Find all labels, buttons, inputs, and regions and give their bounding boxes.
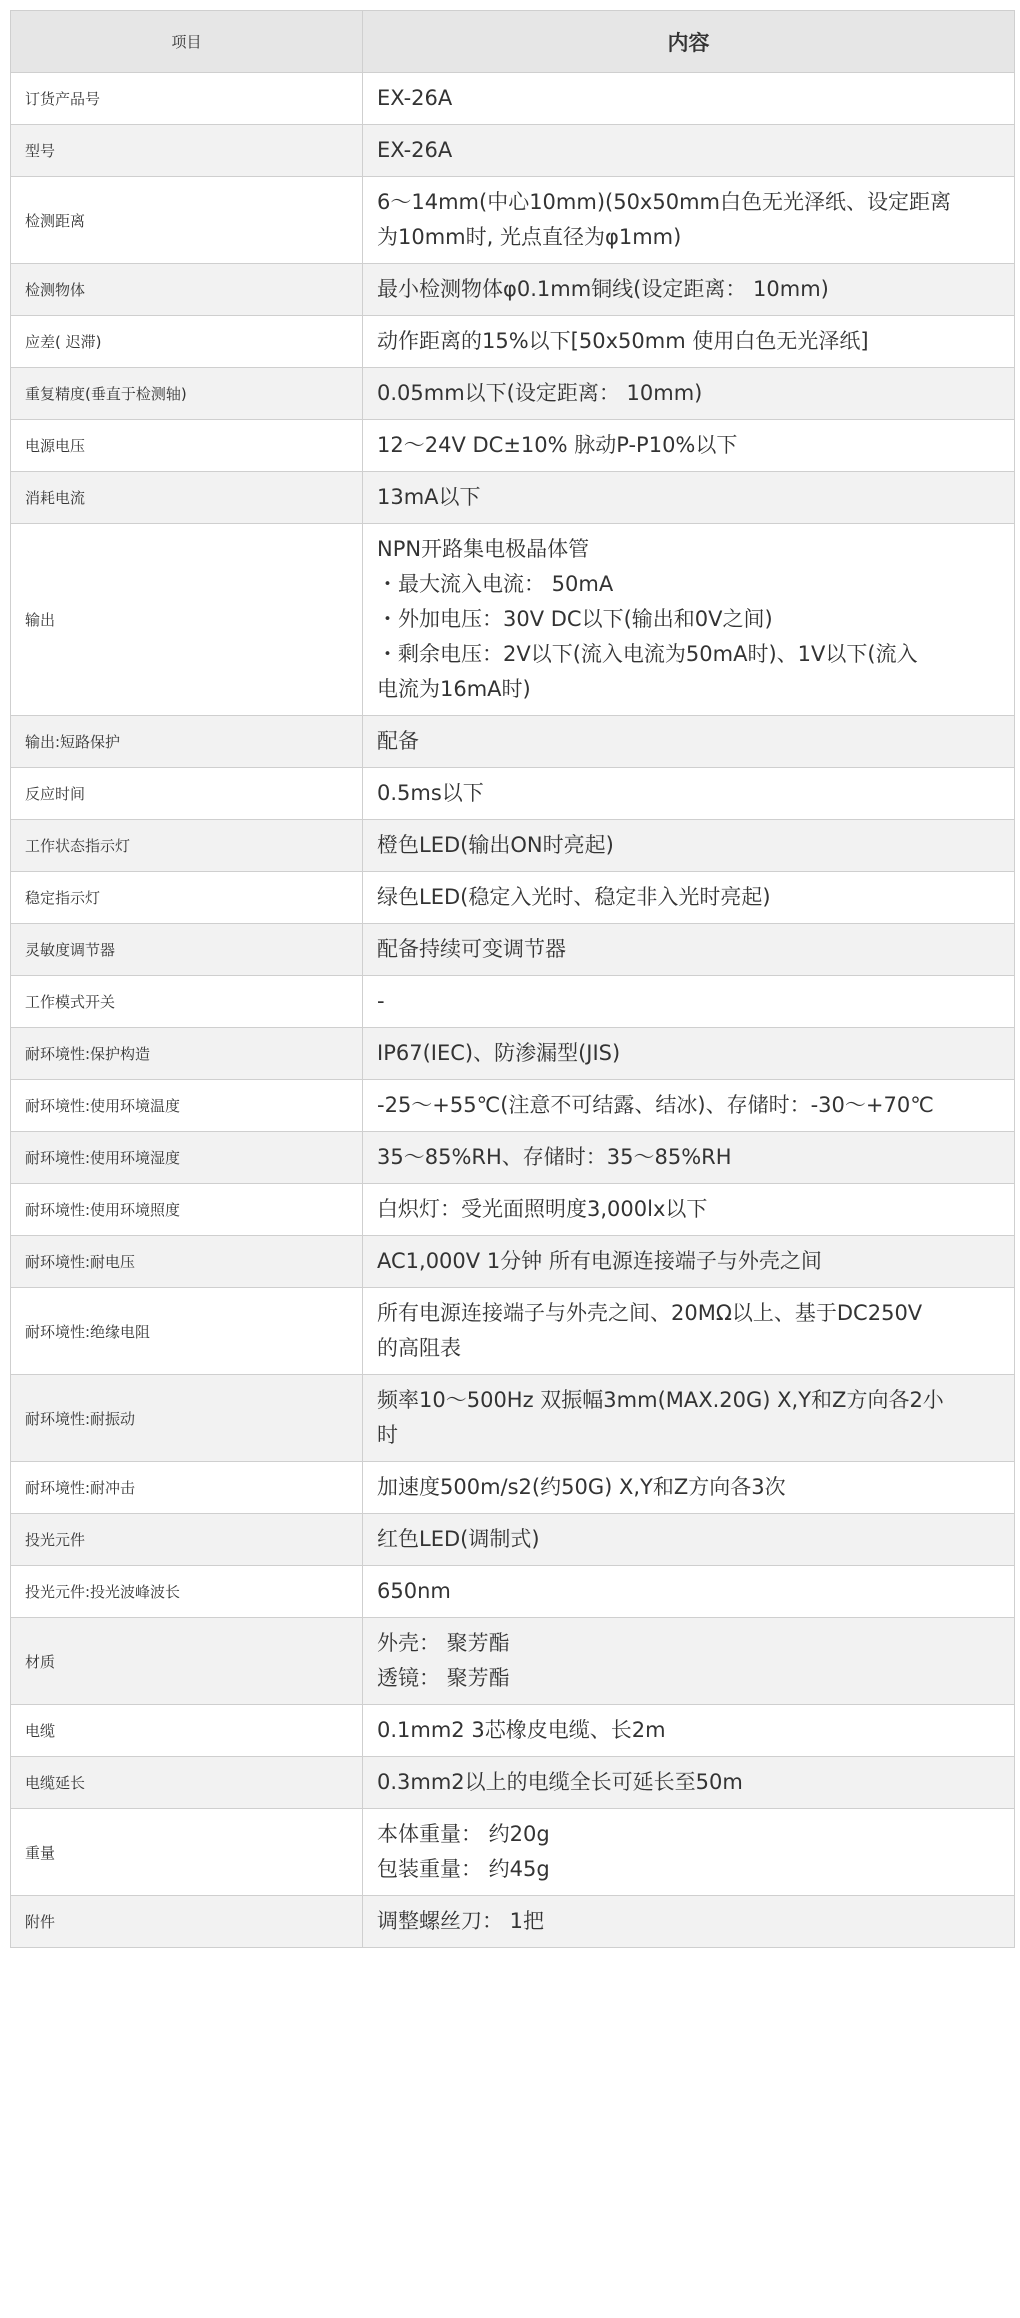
row-value [363, 472, 1015, 524]
table-row [11, 125, 1015, 177]
row-value [363, 768, 1015, 820]
value-line: IP67(IEC)、防渗漏型(JIS) [377, 1041, 621, 1065]
table-row [11, 1288, 1015, 1375]
table-row [11, 1705, 1015, 1757]
value-line: 最小检测物体φ0.1mm铜线(设定距离： 10mm) [377, 277, 829, 301]
value-line: 加速度500m/s2(约50G) X,Y和Z方向各3次 [377, 1475, 786, 1499]
header-row [11, 11, 1015, 73]
row-value [363, 1705, 1015, 1757]
row-label: 材质 [11, 1618, 363, 1705]
row-value [363, 976, 1015, 1028]
row-label: 工作状态指示灯 [11, 820, 363, 872]
value-line: 12～24V DC±10% 脉动P-P10%以下 [377, 433, 738, 457]
table-row [11, 820, 1015, 872]
row-label: 检测物体 [11, 264, 363, 316]
value-line: 橙色LED(输出ON时亮起) [377, 833, 614, 857]
row-value [363, 368, 1015, 420]
table-row [11, 1809, 1015, 1896]
value-line: EX-26A [377, 86, 453, 110]
row-value [363, 716, 1015, 768]
value-line: 红色LED(调制式) [377, 1527, 540, 1551]
table-row [11, 1184, 1015, 1236]
value-line: 所有电源连接端子与外壳之间、20MΩ以上、基于DC250V [377, 1301, 923, 1325]
value-line: -25～+55℃(注意不可结露、结冰)、存储时：-30～+70℃ [377, 1093, 934, 1117]
row-label: 型号 [11, 125, 363, 177]
row-label: 灵敏度调节器 [11, 924, 363, 976]
value-line: 配备持续可变调节器 [377, 937, 566, 961]
row-value [363, 316, 1015, 368]
table-row [11, 264, 1015, 316]
value-line: 35～85%RH、存储时：35～85%RH [377, 1145, 732, 1169]
table-header [11, 11, 1015, 73]
row-label: 耐环境性:耐电压 [11, 1236, 363, 1288]
row-value [363, 420, 1015, 472]
table-row [11, 1080, 1015, 1132]
row-value [363, 1566, 1015, 1618]
table-row [11, 73, 1015, 125]
header-item: 项目 [11, 11, 363, 73]
value-line: 外壳： 聚芳酯 [377, 1631, 510, 1655]
row-label: 电缆延长 [11, 1757, 363, 1809]
table-row [11, 924, 1015, 976]
row-label: 输出:短路保护 [11, 716, 363, 768]
table-row [11, 368, 1015, 420]
table-row [11, 1896, 1015, 1948]
value-line: 6～14mm(中心10mm)(50x50mm白色无光泽纸、设定距离 [377, 190, 951, 214]
row-label: 电源电压 [11, 420, 363, 472]
table-row [11, 976, 1015, 1028]
value-line: 频率10～500Hz 双振幅3mm(MAX.20G) X,Y和Z方向各2小 [377, 1388, 944, 1412]
row-value [363, 1236, 1015, 1288]
value-line: AC1,000V 1分钟 所有电源连接端子与外壳之间 [377, 1249, 822, 1273]
table-row [11, 1236, 1015, 1288]
row-label: 耐环境性:使用环境照度 [11, 1184, 363, 1236]
table-row [11, 524, 1015, 716]
value-line: ・剩余电压：2V以下(流入电流为50mA时)、1V以下(流入 [377, 642, 918, 666]
value-line: 电流为16mA时) [377, 677, 531, 701]
row-label: 耐环境性:使用环境温度 [11, 1080, 363, 1132]
row-value [363, 820, 1015, 872]
row-label: 订货产品号 [11, 73, 363, 125]
value-line: EX-26A [377, 138, 453, 162]
table-row [11, 420, 1015, 472]
row-value [363, 1080, 1015, 1132]
row-label: 稳定指示灯 [11, 872, 363, 924]
row-label: 耐环境性:耐振动 [11, 1375, 363, 1462]
table-row [11, 1566, 1015, 1618]
row-value [363, 1028, 1015, 1080]
row-value [363, 1514, 1015, 1566]
row-value [363, 924, 1015, 976]
value-line: ・外加电压：30V DC以下(输出和0V之间) [377, 607, 773, 631]
row-value [363, 125, 1015, 177]
value-line: 为10mm时, 光点直径为φ1mm) [377, 225, 682, 249]
value-line: 白炽灯：受光面照明度3,000lx以下 [377, 1197, 708, 1221]
value-line: 动作距离的15%以下[50x50mm 使用白色无光泽纸] [377, 329, 869, 353]
row-value [363, 1896, 1015, 1948]
table-row [11, 1028, 1015, 1080]
value-line: 时 [377, 1423, 398, 1447]
row-value [363, 264, 1015, 316]
value-line: 透镜： 聚芳酯 [377, 1666, 510, 1690]
table-row [11, 1618, 1015, 1705]
row-value [363, 1375, 1015, 1462]
row-label: 耐环境性:耐冲击 [11, 1462, 363, 1514]
table-row [11, 1375, 1015, 1462]
row-label: 重复精度(垂直于检测轴) [11, 368, 363, 420]
table-row [11, 316, 1015, 368]
table-row [11, 1514, 1015, 1566]
table-row [11, 1462, 1015, 1514]
table-row [11, 768, 1015, 820]
table-row [11, 1757, 1015, 1809]
row-value [363, 1184, 1015, 1236]
row-label: 检测距离 [11, 177, 363, 264]
row-value [363, 872, 1015, 924]
value-line: 650nm [377, 1579, 451, 1603]
value-line: 调整螺丝刀： 1把 [377, 1909, 545, 1933]
row-value [363, 73, 1015, 125]
row-value [363, 1757, 1015, 1809]
spec-table [10, 10, 1015, 1948]
header-content: 内容 [363, 11, 1015, 73]
table-row [11, 1132, 1015, 1184]
row-value [363, 177, 1015, 264]
row-label: 应差( 迟滞) [11, 316, 363, 368]
row-label: 耐环境性:使用环境湿度 [11, 1132, 363, 1184]
value-line: 配备 [377, 729, 419, 753]
row-value [363, 1288, 1015, 1375]
value-line: - [377, 989, 385, 1013]
row-label: 附件 [11, 1896, 363, 1948]
value-line: 包装重量： 约45g [377, 1857, 550, 1881]
table-row [11, 472, 1015, 524]
table-row [11, 872, 1015, 924]
row-label: 反应时间 [11, 768, 363, 820]
table-body [11, 73, 1015, 1948]
row-label: 电缆 [11, 1705, 363, 1757]
table-row [11, 177, 1015, 264]
row-value [363, 1132, 1015, 1184]
value-line: 0.5ms以下 [377, 781, 484, 805]
table-row [11, 716, 1015, 768]
row-label: 耐环境性:绝缘电阻 [11, 1288, 363, 1375]
value-line: 的高阻表 [377, 1336, 461, 1360]
row-value [363, 1809, 1015, 1896]
value-line: 0.1mm2 3芯橡皮电缆、长2m [377, 1718, 666, 1742]
value-line: 13mA以下 [377, 485, 481, 509]
row-value [363, 1462, 1015, 1514]
value-line: 本体重量： 约20g [377, 1822, 550, 1846]
value-line: 绿色LED(稳定入光时、稳定非入光时亮起) [377, 885, 771, 909]
value-line: 0.05mm以下(设定距离： 10mm) [377, 381, 703, 405]
row-label: 输出 [11, 524, 363, 716]
row-label: 投光元件:投光波峰波长 [11, 1566, 363, 1618]
row-label: 消耗电流 [11, 472, 363, 524]
value-line: NPN开路集电极晶体管 [377, 537, 590, 561]
row-label: 工作模式开关 [11, 976, 363, 1028]
row-label: 投光元件 [11, 1514, 363, 1566]
row-value [363, 524, 1015, 716]
value-line: ・最大流入电流： 50mA [377, 572, 614, 596]
row-value [363, 1618, 1015, 1705]
value-line: 0.3mm2以上的电缆全长可延长至50m [377, 1770, 743, 1794]
row-label: 重量 [11, 1809, 363, 1896]
row-label: 耐环境性:保护构造 [11, 1028, 363, 1080]
